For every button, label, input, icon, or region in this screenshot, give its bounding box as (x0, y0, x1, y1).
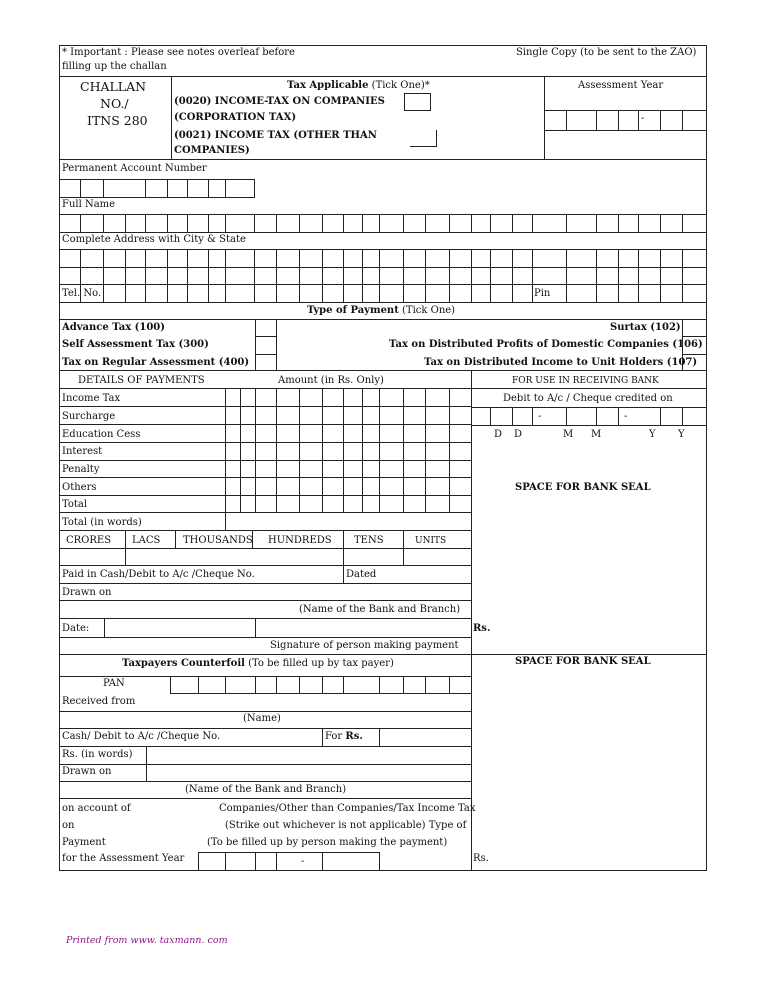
counterfoil-ay-dash: - (301, 856, 305, 867)
total-in-words-label: Total (in words) (62, 517, 142, 528)
counterfoil-rs-label: Rs. (473, 853, 489, 864)
denomination-label: TENS (354, 535, 384, 546)
strike-out-text: (Strike out whichever is not applicable) Type of (225, 820, 467, 831)
name-caption: (Name) (243, 713, 281, 724)
payment-type-heading: Type of Payment (Tick One) (307, 305, 456, 316)
detail-row-label: Education Cess (62, 429, 141, 440)
tel-label: Tel. No. (62, 288, 102, 299)
counterfoil-pan-label: PAN (103, 678, 125, 689)
for-assessment-year-label: for the Assessment Year (62, 853, 185, 864)
copy-note: Single Copy (to be sent to the ZAO) (516, 47, 697, 58)
challan-title: CHALLAN (80, 79, 147, 94)
printed-from-footer: Printed from www. taxmann. com (66, 935, 228, 946)
counterfoil-drawn-on: Drawn on (62, 766, 112, 777)
bank-seal-space: SPACE FOR BANK SEAL (515, 482, 651, 493)
date-letter-m2: M (591, 429, 602, 440)
challan-no-label: NO./ (100, 96, 129, 111)
cash-debit-label: Cash/ Debit to A/c /Cheque No. (62, 731, 221, 742)
on-label: on (62, 820, 75, 831)
for-rs-label: For Rs. (325, 731, 363, 742)
denomination-label: CRORES (66, 535, 112, 546)
detail-row-label: Others (62, 482, 97, 493)
counterfoil-bank-branch: (Name of the Bank and Branch) (185, 784, 347, 795)
option-0021-line2: COMPANIES) (174, 145, 250, 156)
debit-line: Debit to A/c / Cheque credited on (503, 393, 673, 404)
companies-text: Companies/Other than Companies/Tax Income Tax (219, 803, 476, 814)
assessment-year-label: Assessment Year (578, 80, 664, 91)
bank-date-dash-2: - (624, 411, 628, 422)
drawn-on-label: Drawn on (62, 587, 112, 598)
surtax-option: Surtax (102) (610, 322, 681, 333)
full-name-label: Full Name (62, 199, 116, 210)
amount-heading: Amount (in Rs. Only) (278, 375, 384, 386)
payment-label: Payment (62, 837, 106, 848)
advance-tax-option: Advance Tax (100) (62, 322, 165, 333)
option-0021-line1: (0021) INCOME TAX (OTHER THAN (174, 130, 377, 141)
distributed-profits-option: Tax on Distributed Profits of Domestic Companies (106) (389, 339, 703, 350)
option-0020-line1: (0020) INCOME-TAX ON COMPANIES (174, 96, 385, 107)
important-note-line2: filling up the challan (62, 61, 167, 72)
detail-row-label: Penalty (62, 464, 100, 475)
date-label: Date: (62, 623, 90, 634)
bank-date-dash-1: - (538, 411, 542, 422)
tick-box-0020[interactable] (404, 93, 431, 111)
detail-row-label: Income Tax (62, 393, 121, 404)
detail-row-label: Interest (62, 446, 103, 457)
filled-by-text: (To be filled up by person making the payment) (207, 837, 448, 848)
pan-label: Permanent Account Number (62, 163, 207, 174)
denomination-label: UNITS (415, 536, 447, 546)
date-letter-d1: D (494, 429, 503, 440)
itns-number: ITNS 280 (87, 113, 148, 128)
paid-in-label: Paid in Cash/Debit to A/c /Cheque No. (62, 569, 255, 580)
date-letter-d2: D (514, 429, 523, 440)
details-heading: DETAILS OF PAYMENTS (78, 375, 205, 386)
important-note-line1: * Important : Please see notes overleaf before (62, 47, 295, 58)
bank-use-heading: FOR USE IN RECEIVING BANK (512, 376, 659, 386)
on-account-of-label: on account of (62, 803, 131, 814)
denomination-label: HUNDREDS (268, 535, 332, 546)
dated-label: Dated (346, 569, 377, 580)
rs-in-words-label: Rs. (in words) (62, 749, 133, 760)
pin-label: Pin (534, 288, 551, 299)
received-from-label: Received from (62, 696, 136, 707)
tax-applicable-heading: Tax Applicable (Tick One)* (287, 80, 430, 91)
date-letter-m1: M (563, 429, 574, 440)
assessment-year-dash: - (641, 113, 645, 124)
denomination-label: LACS (132, 535, 161, 546)
detail-row-label: Surcharge (62, 411, 116, 422)
signature-label: Signature of person making payment (270, 640, 459, 651)
option-0020-line2: (CORPORATION TAX) (174, 112, 297, 123)
bank-rs-label: Rs. (473, 623, 491, 634)
address-label: Complete Address with City & State (62, 234, 246, 245)
denomination-label: THOUSANDS (183, 535, 253, 546)
regular-assessment-option: Tax on Regular Assessment (400) (62, 357, 250, 368)
tick-box-0021[interactable] (410, 130, 437, 147)
date-letter-y2: Y (678, 429, 685, 440)
detail-row-label: Total (62, 499, 88, 510)
counterfoil-heading: Taxpayers Counterfoil (To be filled up by tax payer) (122, 658, 394, 669)
counterfoil-bank-seal: SPACE FOR BANK SEAL (515, 656, 651, 667)
self-assessment-option: Self Assessment Tax (300) (62, 339, 209, 350)
distributed-income-option: Tax on Distributed Income to Unit Holders (107) (424, 357, 698, 368)
bank-branch-label: (Name of the Bank and Branch) (299, 604, 461, 615)
date-letter-y1: Y (649, 429, 656, 440)
